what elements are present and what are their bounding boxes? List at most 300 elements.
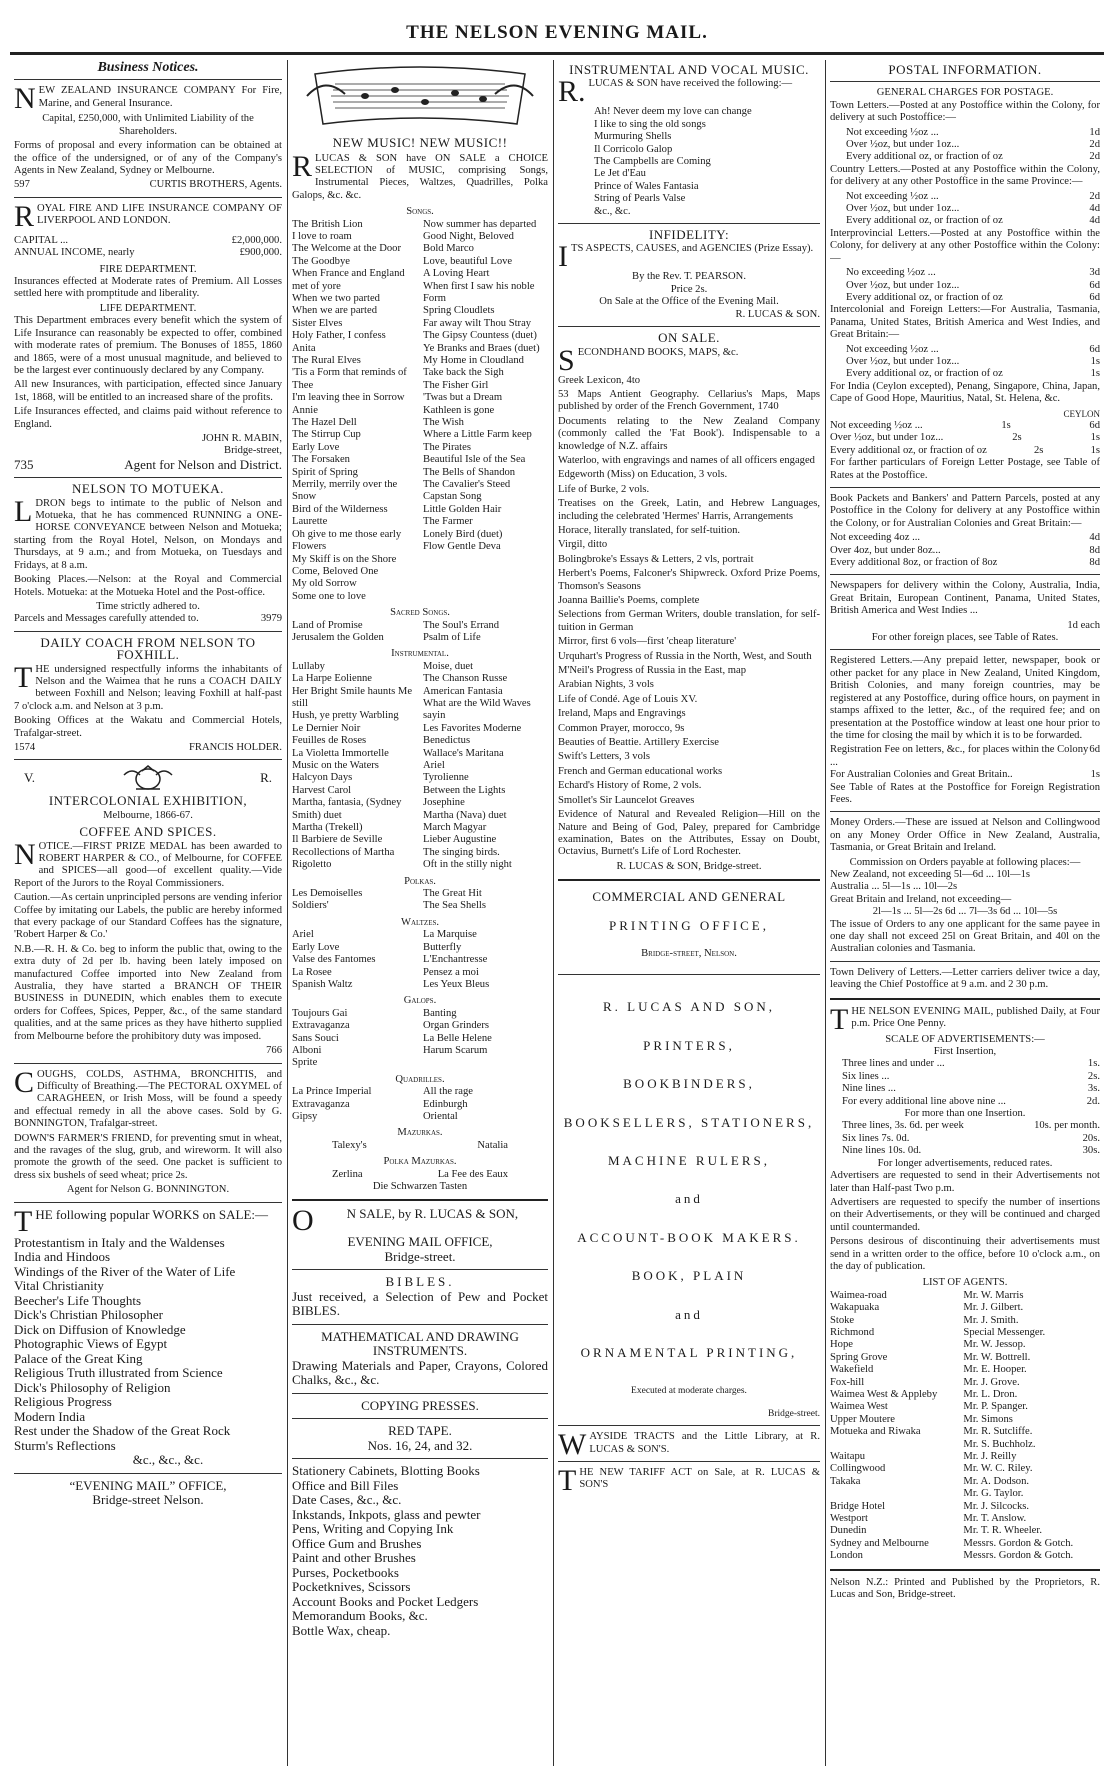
list-item: Palace of the Great King [14, 1350, 143, 1366]
list-item: Rest under the Shadow of the Great Rock [14, 1423, 231, 1439]
table-row: Dunedin Mr. T. R. Wheeler. [830, 1525, 1042, 1537]
music-title: Rigoletto [292, 859, 332, 871]
music-title: American Fantasia [423, 685, 503, 697]
list-item: Purses, Pocketbooks [292, 1564, 399, 1580]
list-item: Date Cases, &c., &c. [292, 1492, 402, 1508]
music-title: Spirit of Spring [292, 466, 358, 478]
music-title: Music on the Waters [292, 760, 379, 771]
music-title: Sprite [292, 1057, 318, 1069]
rate-row: Not exceeding 4oz ... 4d [830, 532, 1100, 544]
masthead-rule [10, 52, 1104, 55]
music-title: Extravaganza [292, 1020, 350, 1032]
rate-row: Every additional oz, or fraction of oz 6d [846, 291, 1100, 303]
books-list [558, 375, 820, 859]
music-title: Flow Gentle Deva [423, 541, 501, 553]
music-title: Moise, duet [423, 660, 474, 672]
list-item: Stationery Cabinets, Blotting Books [292, 1463, 480, 1479]
list-item: Sturm's Reflections [14, 1437, 116, 1453]
music-title: My Skiff is on the Shore [292, 553, 397, 565]
rate-row: For every additional line above nine ... 2d. [842, 1095, 1100, 1107]
list-item: Evidence of Natural and Revealed Religion—Hill on the Nature and Being of God, Paley, prepared for Cambridge examination, Bates on the Attributes, Essay on Doubt, Octavius, Burnett's Life of Lord Rochester. [558, 809, 820, 858]
polkas-list [292, 888, 548, 913]
service-line: PRINTERS, [643, 1037, 735, 1053]
advertisement-rates [830, 1058, 1100, 1108]
ad-on-sale-lucas: O N SALE, by R. LUCAS & SON, EVENING MAIL OFFICE, Bridge-street. BIBLES. Just received, a Selection of Pew and Pocket BIBLES. MATHEMATICAL AND DRAWING INSTRUMENTS. Drawing Materials and Paper, Crayons, Colored Chalks, &c., &c. COPYING PRESSES. RED TAPE. Nos. 16, 24, and 32. Stationery Cabinets, Blotting Books Office and Bill Files Date Cases, &c., &c. Inkstands, Inkpots, glass and pewter Pens, Writing and Copying Ink Office Gum and Brushes Paint and other Brushes Purses, Pocketbooks Pocketknives, Scissors Account Books and Pocket Ledgers Memorandum Books, &c. Bottle Wax, cheap. [292, 1204, 548, 1638]
music-title: Oh give to me those early Flowers [292, 528, 402, 553]
rate-row: Over ½oz, but under 1oz... 6d [846, 279, 1100, 291]
rule [292, 1324, 548, 1325]
list-item: Herbert's Poems, Falconer's Shipwreck. Oxford Prize Poems, Thomson's Seasons [558, 568, 820, 592]
service-line: BOOK, PLAIN [631, 1268, 747, 1284]
list-item: Ireland, Maps and Engravings [558, 708, 686, 720]
rule [14, 477, 282, 478]
waltzes-list [292, 929, 548, 991]
table-row: Spring Grove Mr. W. Bottrell. [830, 1351, 1031, 1363]
book-rates [830, 532, 1100, 569]
ad-secondhand-books: ON SALE. SECONDHAND BOOKS, MAPS, &c. Greek Lexicon, 4to 53 Maps Antient Geography. Cellarius's Maps, Maps published by order of the French Government, 1740 Documents relating to the New Zealand Company (commonly called the 'Fat Book'). Indispensable to a knowledge of N.Z. affairs Waterloo, with engravings and names of all officers engaged Edgeworth (Miss) on Education, 3 vols. Life of Burke, 2 vols. Treatises on the Greek, Latin, and Hebrew Languages, including the celebrated 'Hermes' Harris, Arrangements Horace, literally translated, for self-tuition. Virgil, ditto Bolingbroke's Essays & Letters, 2 vls, portrait Herbert's Poems, Falconer's Shipwreck. Oxford Prize Poems, Thomson's Seasons Joanna Baillie's Poems, complete Selections from German Writers, double translation, for self-tuition in German Mirror, first 6 vols—first 'cheap literature' Urquhart's Progress of Russia in the North, West, and South M'Neil's Progress of Russia in the East, map Arabian Nights, 3 vols Life of Condé. Age of Louis XV. Ireland, Maps and Engravings Common Prayer, morocco, 9s Beauties of Beattie. Artillery Exercise Swift's Letters, 3 vols French and German educational works Echard's History of Rome, 2 vols. Smollet's Sir Launcelot Greaves Evidence of Natural and Revealed Religion—Hill on the Nature and Being of God, Paley, prepared for Cambridge examination, Bates on the Attributes, Essay on Doubt, Octavius, Burnett's Life of Lord Rochester. R. LUCAS & SON, Bridge-street. [558, 330, 820, 872]
list-item: Le Jet d'Eau [594, 168, 646, 180]
music-title: Early Love [292, 941, 340, 953]
music-title: Tyrolienne [423, 772, 469, 784]
table-row: Mr. S. Buchholz. [963, 1438, 1036, 1450]
music-title: Love, beautiful Love [423, 255, 513, 267]
sacred-songs-list [292, 620, 548, 645]
rule [292, 1199, 548, 1201]
column-divider [553, 60, 554, 1766]
music-title: Take back the Sigh [423, 367, 504, 379]
list-item: Pens, Writing and Copying Ink [292, 1521, 454, 1537]
rate-row: Three lines, 3s. 6d. per week 10s. per month. [842, 1120, 1100, 1132]
music-title: Harvest Carol [292, 784, 352, 796]
table-row: Waimea-road Mr. W. Marris [830, 1289, 1024, 1301]
list-item: Il Corricolo Galop [594, 143, 673, 155]
music-title: What are the Wild Waves sayin [423, 697, 531, 722]
galops-list [292, 1008, 548, 1070]
service-line: ACCOUNT-BOOK MAKERS. [577, 1229, 801, 1245]
music-title: The Bells of Shandon [423, 466, 516, 478]
rate-row: Not exceeding ½oz ... 6d [846, 343, 1100, 355]
list-item: Treatises on the Greek, Latin, and Hebrew Languages, including the celebrated 'Hermes' Harris, Arrangements [558, 498, 820, 522]
music-title: Butterfly [423, 941, 462, 953]
music-title: La Harpe Eolienne [292, 673, 373, 685]
column-divider [287, 60, 288, 1766]
list-item: Mirror, first 6 vols—first 'cheap literature' [558, 636, 737, 648]
list-item: Modern India [14, 1408, 86, 1424]
music-title: A Loving Heart [423, 268, 490, 280]
works-list [14, 1236, 282, 1454]
music-title: Pensez a moi [423, 966, 479, 978]
music-title: La Rosee [292, 966, 332, 978]
intercolonial-rates [830, 344, 1100, 381]
rate-row: Nine lines 10s. 0d. 30s. [842, 1145, 1100, 1157]
music-title: Gipsy [292, 1110, 318, 1122]
rate-row: Over ½oz, but under 1oz... 2d [846, 139, 1100, 151]
rule [14, 759, 282, 760]
music-title: When we two parted [292, 292, 380, 304]
rule [14, 1063, 282, 1064]
music-title: Spanish Waltz [292, 978, 353, 990]
new-music-heading: NEW MUSIC! NEW MUSIC!! [332, 135, 508, 150]
music-title: Extravaganza [292, 1098, 350, 1110]
rule [558, 1425, 820, 1426]
agents-table [830, 1290, 1100, 1563]
table-row: Takaka Mr. A. Dodson. [830, 1475, 1030, 1487]
ad-scale-of-advertisements: THE NELSON EVENING MAIL, published Daily, at Four p.m. Price One Penny. SCALE OF ADVERTISEMENTS:— First Insertion, Three lines and under ... 1s. Six lines ... 2s. Nine lines ... 3s. For every additional line above nine ... 2d. For more than one Insertion. Three lines, 3s. 6d. per week 10s. per month. Six lines 7s. 0d. 20s. Nine lines 10s. 0d. 30s. For longer advertisements, reduced rates. Advertisers are requested to send in their Advertisements not later than Half-past Two p.m. Advertisers are requested to specify the number of insertions on their Advertisements, or they will be continued and charged until countermanded. Persons desirous of discontinuing their advertisements must send in a written order to the office, before 10 o'clock a.m., on the day of publication. LIST OF AGENTS. Waimea-road Mr. W. Marris Wakapuaka Mr. J. Gilbert. Stoke Mr. J. Smith. Richmond Special Messenger. Hope Mr. W. Jessop. Spring Grove Mr. W. Bottrell. Wakefield Mr. E. Hooper. Fox-hill Mr. J. Grove. Waimea West & Appleby Mr. L. Dron. Waimea West Mr. P. Spanger. Upper Moutere Mr. Simons Motueka and Riwaka Mr. R. Sutcliffe. Mr. S. Buchholz. Waitapu Mr. J. Reilly Collingwood Mr. W. C. Riley. Takaka Mr. A. Dodson. Mr. G. Taylor. Bridge Hotel Mr. J. Silcocks. Westport Mr. T. Anslow. Dunedin Mr. T. R. Wheeler. Sydney and Melbourne Messrs. Gordon & Gotch. London Messrs. Gordon & Gotch. [830, 1002, 1100, 1562]
music-title: Ariel [292, 929, 314, 941]
list-item: India and Hindoos [14, 1249, 111, 1265]
rate-row: Over ½oz, but under 1oz... 1s [846, 355, 1100, 367]
music-title: The British Lion [292, 218, 363, 230]
list-item: Religious Truth illustrated from Science [14, 1365, 223, 1381]
music-title: Recollections of Martha [292, 846, 395, 858]
list-item: Vital Christianity [14, 1278, 104, 1294]
list-item: Paint and other Brushes [292, 1550, 416, 1566]
interprovincial-rates [830, 267, 1100, 304]
rule [14, 1473, 282, 1474]
music-title: The Chanson Russe [423, 673, 508, 685]
table-row: Fox-hill Mr. J. Grove. [830, 1376, 1020, 1388]
music-title: Some one to love [292, 590, 366, 602]
music-title: Anita [292, 342, 316, 354]
rule [558, 326, 820, 327]
ad-harper-coffee: V. R. INTERCOLONIAL EXHIBITION, Melbourne, 1866-67. COFFEE AND SPICES. NOTICE.—FIRST PRIZE MEDAL has been awarded to ROBERT HARPER & CO., of Melbourne, for COFFEE and SPICES—all good—of excellent quality.—Vide Report of the Jurors to the Royal Commissioners. Caution.—As certain unprincipled persons are vending inferior Coffee by imitating our Labels, the public are hereby informed that every package of our Standard Coffees has the signature, 'Robert Harper & Co.' N.B.—R. H. & Co. beg to inform the public that, owing to the extra duty of 2d per lb. having been lately imposed on manufactured Coffee imported into New Zealand from Australia, they have started a BRANCH OF THEIR BUSINESS in DUNEDIN, which enables them to execute orders for Coffees, Spices, Pepper, &c., of the same standard qualities, and at the same prices as they have hitherto supplied from Melbourne before the prohibitory duty was imposed. 766 [14, 765, 282, 1057]
rate-row: Six lines 7s. 0d. 20s. [842, 1132, 1100, 1144]
music-title: Josephine [423, 797, 465, 809]
instrumental-vocal-heading: INSTRUMENTAL AND VOCAL MUSIC. [569, 62, 809, 77]
rule [830, 1569, 1100, 1571]
list-item: Urquhart's Progress of Russia in the North, West, and South [558, 650, 812, 662]
music-title: Psalm of Life [423, 631, 481, 643]
rule [292, 1458, 548, 1459]
music-title: Toujours Gai [292, 1007, 348, 1019]
rate-row: Three lines and under ... 1s. [842, 1058, 1100, 1070]
multiple-insertion-rates [830, 1120, 1100, 1157]
music-title: Harum Scarum [423, 1044, 488, 1056]
service-line: MACHINE RULERS, [607, 1152, 770, 1168]
music-title: The Great Hit [423, 888, 482, 900]
rate-row: Every additional oz, or fraction of oz 4d [846, 215, 1100, 227]
music-title: Merrily, merrily over the Snow [292, 479, 398, 503]
music-title: Wallace's Maritana [423, 747, 504, 759]
table-row: Mr. G. Taylor. [963, 1488, 1024, 1500]
newspaper-title: THE NELSON EVENING MAIL. [406, 22, 708, 43]
table-row: Waitapu Mr. J. Reilly [830, 1451, 1017, 1463]
service-line: BOOKBINDERS, [623, 1076, 755, 1092]
table-row: Westport Mr. T. Anslow. [830, 1513, 1027, 1525]
service-line: BOOKSELLERS, STATIONERS, [563, 1114, 815, 1130]
rule [292, 1418, 548, 1419]
list-item: Echard's History of Rome, 2 vols. [558, 780, 702, 792]
music-title: The Gipsy Countess (duet) [423, 330, 537, 342]
music-title: Organ Grinders [423, 1020, 489, 1032]
list-item: Edgeworth (Miss) on Education, 3 vols. [558, 469, 728, 481]
rule [830, 961, 1100, 962]
rule [830, 998, 1100, 1000]
music-title: Sans Souci [292, 1032, 339, 1044]
rule [558, 1461, 820, 1462]
postal-heading: POSTAL INFORMATION. [888, 62, 1042, 77]
list-item: Virgil, ditto [558, 539, 608, 551]
list-item: Waterloo, with engravings and names of all officers engaged [558, 454, 815, 466]
music-title: The Forsaken [292, 454, 350, 466]
music-title: Where a Little Farm keep [423, 429, 532, 441]
music-title: The Wish [423, 417, 464, 429]
list-item: Life of Burke, 2 vols. [558, 483, 650, 495]
list-item: Joanna Baillie's Poems, complete [558, 595, 700, 606]
rule [558, 879, 820, 881]
ad-royal-insurance: ROYAL FIRE AND LIFE INSURANCE COMPANY OF LIVERPOOL AND LONDON. CAPITAL ... £2,000,000. ANNUAL INCOME, nearly £900,000. FIRE DEPARTMENT. Insurances effected at Moderate rates of Premium. All Losses settled here with promptitude and liberality. LIFE DEPARTMENT. This Department embraces every benefit which the system of Life Insurance can reasonably be expected to offer, combined with moderate rates of premium. The Bonuses of 1855, 1860 and 1865, were of a most unusual magnitude, and believed to be the largest ever continuously declared by any Company. All new Insurances, with participation, effected since January 1st, 1868, will be entitled to an increased share of the profits. Life Insurances effected, and claims paid without reference to England. JOHN R. MABIN, Bridge-street, 735 Agent for Nelson and District. [14, 199, 282, 472]
music-title: Hush, ye pretty Warbling [292, 710, 399, 722]
list-item: Windings of the River of the Water of Life [14, 1263, 236, 1279]
country-rates [830, 191, 1100, 228]
music-title: The Hazel Dell [292, 417, 357, 429]
music-title: Capstan Song [423, 491, 482, 503]
service-line: and [675, 1306, 703, 1322]
rate-row: Over ½oz, but under 1oz... 2s 1s [830, 432, 1100, 444]
list-item: Dick's Christian Philosopher [14, 1307, 163, 1323]
music-title: Beautiful Isle of the Sea [423, 454, 526, 466]
music-title: Lonely Bird (duet) [423, 528, 503, 540]
music-title: Come, Beloved One [292, 565, 379, 577]
music-title: Lullaby [292, 660, 325, 672]
music-title: My Home in Cloudland [423, 355, 524, 366]
music-title: When France and England met of yore [292, 268, 405, 292]
rate-row: Every additional 8oz, or fraction of 8oz 8d [830, 557, 1100, 569]
column-divider [825, 60, 826, 1766]
list-item: Religious Progress [14, 1394, 112, 1410]
music-title: Sister Elves [292, 317, 343, 329]
music-title: Far away wilt Thou Stray [423, 317, 532, 329]
rate-row: Every additional oz, or fraction of oz 2s 1s [830, 444, 1100, 456]
music-title: Alboni [292, 1044, 322, 1056]
music-title: The Pirates [423, 441, 471, 453]
songs-list [292, 219, 548, 604]
rule [830, 574, 1100, 575]
list-item: Murmuring Shells [594, 131, 672, 143]
music-title: The Fisher Girl [423, 379, 489, 391]
list-item: Arabian Nights, 3 vols [558, 679, 654, 691]
music-ornament-icon [305, 66, 535, 132]
list-item: Office and Bill Files [292, 1477, 399, 1493]
music-title: Martha, fantasia, (Sydney Smith) duet [292, 797, 402, 821]
service-line: ORNAMENTAL PRINTING, [580, 1345, 798, 1360]
rule [830, 487, 1100, 488]
imprint: Nelson N.Z.: Printed and Published by the Proprietors, R. Lucas and Son, Bridge-street. [830, 1576, 1100, 1601]
music-title: Holy Father, I confess [292, 330, 386, 342]
list-item: Inkstands, Inkpots, glass and pewter [292, 1506, 481, 1522]
music-title: Kathleen is gone [423, 404, 495, 416]
table-row: Stoke Mr. J. Smith. [830, 1314, 1019, 1326]
music-title: La Belle Helene [423, 1032, 492, 1044]
music-title: Il Barbiere de Seville [292, 834, 383, 846]
music-title: Jerusalem the Golden [292, 631, 384, 643]
list-item: French and German educational works [558, 765, 723, 777]
rate-row: Every additional oz, or fraction of oz 1s [846, 368, 1100, 380]
music-title: Les Favorites Moderne [423, 722, 522, 734]
list-item: The Campbells are Coming [594, 156, 711, 168]
rate-row: Nine lines ... 3s. [842, 1083, 1100, 1095]
music-title: Land of Promise [292, 619, 363, 631]
music-title: When first I saw his noble Form [423, 280, 535, 304]
ad-motueka-conveyance: NELSON TO MOTUEKA. LDRON begs to intimate to the public of Nelson and Motueka, that he has commenced RUNNING a ONE-HORSE CONVEYANCE between Nelson and Motueka; starting from the Royal Hotel, Nelson, on Mondays and Thursdays, at 9 a.m.; and from Motueka, on Tuesdays and Fridays, at 8 a.m. Booking Places.—Nelson: at the Royal and Commercial Hotels. Motueka: at the Motueka Hotel and the Post-office. Time strictly adhered to. Parcels and Messages carefully attended to. 3979 [14, 481, 282, 625]
list-item: Beauties of Beattie. Artillery Exercise [558, 737, 719, 749]
stationery-list [292, 1464, 548, 1638]
music-title: Ye Branks and Braes (duet) [423, 342, 540, 354]
music-items-list [558, 106, 820, 218]
rate-row: Not exceeding ½oz ... 1s 6d [830, 419, 1100, 431]
music-title: Laurette [292, 516, 328, 528]
music-title: The Farmer [423, 516, 473, 528]
music-title: I love to roam [292, 230, 352, 242]
list-item: Dick's Philosophy of Religion [14, 1379, 171, 1395]
rule [14, 79, 282, 80]
music-title: The Cavalier's Steed [423, 479, 511, 491]
music-title: I'm leaving thee in Sorrow Annie [292, 392, 405, 416]
music-title: La Prince Imperial [292, 1086, 372, 1098]
rule [14, 631, 282, 632]
column-3: INSTRUMENTAL AND VOCAL MUSIC. R. LUCAS & SON have received the following:— Ah! Never deem my love can change I like to sing the old songs Murmuring Shells Il Corricolo Galop The Campbells are Coming Le Jet d'Eau Prince of Wales Fantasia String of Pearls Valse &c., &c. INFIDELITY: ITS ASPECTS, CAUSES, and AGENCIES (Prize Essay). By the Rev. T. PEARSON. Price 2s. On Sale at the Office of the Evening Mail. R. LUCAS & SON. ON SALE. SECONDHAND BOOKS, MAPS, &c. Greek Lexicon, 4to 53 Maps Antient Geography. Cellarius's Maps, Maps published by order of the French Government, 1740 Documents relating to the New Zealand Company (commonly called the 'Fat Book'). Indispensable to a knowledge of N.Z. affairs Waterloo, with engravings and names of all officers engaged Edgeworth (Miss) on Education, 3 vols. Life of Burke, 2 vols. Treatises on the Greek, Latin, and Hebrew Languages, including the celebrated 'Hermes' Harris, Arrangements Horace, literally translated, for self-tuition. Virgil, ditto Bolingbroke's Essays & Letters, 2 vls, portrait Herbert's Poems, Falconer's Shipwreck. Oxford Prize Poems, Thomson's Seasons Joanna Baillie's Poems, complete Selections from German Writers, double translation, for self-tuition in German Mirror, first 6 vols—first 'cheap literature' Urquhart's Progress of Russia in the North, West, and South M'Neil's Progress of Russia in the East, map Arabian Nights, 3 vols Life of Condé. Age of Louis XV. Ireland, Maps and Engravings Common Prayer, morocco, 9s Beauties of Beattie. Artillery Exercise Swift's Letters, 3 vols French and German educational works Echard's History of Rome, 2 vols. Smollet's Sir Launcelot Greaves Evidence of Natural and Revealed Religion—Hill on the Nature and Being of God, Paley, prepared for Cambridge examination, Bates on the Attributes, Essay on Doubt, Octavius, Burnett's Life of Lord Rochester. R. LUCAS & SON, Bridge-street. COMMERCIAL AND GENERAL PRINTING OFFICE, Bridge-street, Nelson. R. LUCAS AND SON, PRINTERS, BOOKBINDERS, BOOKSELLERS, STATIONERS, MACHINE RULERS, and ACCOUNT-BOOK MAKERS. BOOK, PLAIN and ORNAMENTAL PRINTING, Executed at moderate charges. Bridge-street. WAYSIDE TRACTS and the Little Library, at R. LUCAS & SON'S. THE NEW TARIFF ACT on Sale, at R. LUCAS & SON'S [558, 62, 820, 1498]
list-item: Account Books and Pocket Ledgers [292, 1593, 479, 1609]
table-row: Motueka and Riwaka Mr. R. Sutcliffe. [830, 1426, 1033, 1438]
rule [14, 197, 282, 198]
instrumental-list [292, 661, 548, 872]
music-title: Le Dernier Noir [292, 722, 361, 734]
table-row: Wakefield Mr. E. Hooper. [830, 1364, 1027, 1376]
music-title: Early Love [292, 441, 340, 453]
rule [830, 649, 1100, 650]
rate-row: Not exceeding ½oz ... 2d [846, 190, 1100, 202]
table-row: Wakapuaka Mr. J. Gilbert. [830, 1302, 1024, 1314]
service-line: and [675, 1191, 703, 1207]
table-row: Collingwood Mr. W. C. Riley. [830, 1463, 1033, 1475]
music-title: Lieber Augustine [423, 834, 497, 846]
list-item: Bolingbroke's Essays & Letters, 2 vls, portrait [558, 553, 754, 565]
music-title: Now summer has departed [423, 218, 537, 230]
music-title: The Sea Shells [423, 900, 486, 912]
list-item: Photographic Views of Egypt [14, 1336, 168, 1352]
music-title: Soldiers' [292, 900, 329, 912]
list-item: Selections from German Writers, double translation, for self-tuition in German [558, 609, 820, 633]
music-title: When we are parted [292, 305, 377, 317]
music-title: Benedictus [423, 735, 471, 747]
list-item: Memorandum Books, &c. [292, 1608, 428, 1624]
music-title: Les Yeux Bleus [423, 978, 490, 990]
column-4: POSTAL INFORMATION. GENERAL CHARGES FOR POSTAGE. Town Letters.—Posted at any Postoffice within the Colony, for delivery at such Postoffice:— Not exceeding ½oz ... 1d Over ½oz, but under 1oz... 2d Every additional oz, or fraction of oz 2d Country Letters.—Posted at any Postoffice within the Colony, for delivery at any other Postoffice in the same Province:— Not exceeding ½oz ... 2d Over ½oz, but under 1oz... 4d Every additional oz, or fraction of oz 4d Interprovincial Letters.—Posted at any Postoffice within the Colony, for delivery at any other Postoffice within the Colony:— No exceeding ½oz ... 3d Over ½oz, but under 1oz... 6d Every additional oz, or fraction of oz 6d Intercolonial and Foreign Letters:—For Australia, Tasmania, Panama, United States, British America and West Indies, and Great Britain:— Not exceeding ½oz ... 6d Over ½oz, but under 1oz... 1s Every additional oz, or fraction of oz 1s For India (Ceylon excepted), Penang, Singapore, China, Japan, Cape of Good Hope, Mauritius, Natal, St. Helena, &c. CEYLON Not exceeding ½oz ... 1s 6d Over ½oz, but under 1oz... 2s 1s Every additional oz, or fraction of oz 2s 1s For farther particulars of Foreign Letter Postage, see Table of Rates at the Postoffice. Book Packets and Bankers' and Pattern Parcels, posted at any Postoffice in the Colony for delivery at any Postoffice within the Colony, or for Australian Colonies and Great Britain:— Not exceeding 4oz ... 4d Over 4oz, but under 8oz... 8d Every additional 8oz, or fraction of 8oz 8d Newspapers for delivery within the Colony, Australia, India, Great Britain, European Continent, Panama, United States, British America and West Indies ... 1d each For other foreign places, see Table of Rates. Registered Letters.—Any prepaid letter, newspaper, book or other packet for any place in New Zealand, United Kingdom, British Colonies, and many foreign countries, may be registered at any Postoffice, during office hours, on payment in stamps affixed to the letter, &c., of the required fee; and on presentation at the Postoffice window at least one hour prior to the time for closing the mail by which it is to be forwarded. Registration Fee on letters, &c., for places within the Colony ... 6d For Australian Colonies and Great Britain.. 1s See Table of Rates at the Postoffice for Foreign Registration Fees. Money Orders.—These are issued at Nelson and Collingwood on any Money Order Office in New Zealand, Australia, Tasmania, or Great Britain and Ireland. Commission on Orders payable at following places:— New Zealand, not exceeding 5l—6d ... 10l—1s Australia ... 5l—1s ... 10l—2s Great Britain and Ireland, not exceeding— 2l—1s ... 5l—2s 6d ... 7l—3s 6d ... 10l—5s The issue of Orders to any one applicant for the same payee in one day shall not exceed 25l on Great Britain, and 40l on the Australian colonies and Tasmania. Town Delivery of Letters.—Letter carriers deliver twice a day, leaving the Chief Postoffice at 9 a.m. and 2 30 p.m. THE NELSON EVENING MAIL, published Daily, at Four p.m. Price One Penny. SCALE OF ADVERTISEMENTS:— First Insertion, Three lines and under ... 1s. Six lines ... 2s. Nine lines ... 3s. For every additional line above nine ... 2d. For more than one Insertion. Three lines, 3s. 6d. per week 10s. per month. Six lines 7s. 0d. 20s. Nine lines 10s. 0d. 30s. For longer advertisements, reduced rates. Advertisers are requested to send in their Advertisements not later than Half-past Two p.m. Advertisers are requested to specify the number of insertions on their Advertisements, or they will be continued and charged until countermanded. Persons desirous of discontinuing their advertisements must send in a written order to the office, before 10 o'clock a.m., on the day of publication. LIST OF AGENTS. Waimea-road Mr. W. Marris Wakapuaka Mr. J. Gilbert. Stoke Mr. J. Smith. Richmond Special Messenger. Hope Mr. W. Jessop. Spring Grove Mr. W. Bottrell. Wakefield Mr. E. Hooper. Fox-hill Mr. J. Grove. Waimea West & Appleby Mr. L. Dron. Waimea West Mr. P. Spanger. Upper Moutere Mr. Simons Motueka and Riwaka Mr. R. Sutcliffe. Mr. S. Buchholz. Waitapu Mr. J. Reilly Collingwood Mr. W. C. Riley. Takaka Mr. A. Dodson. Mr. G. Taylor. Bridge Hotel Mr. J. Silcocks. Westport Mr. T. Anslow. Dunedin Mr. T. R. Wheeler. Sydney and Melbourne Messrs. Gordon & Gotch. London Messrs. Gordon & Gotch. Nelson N.Z.: Printed and Published by the Proprietors, R. Lucas and Son, Bridge-street. [830, 62, 1100, 1601]
table-row: Bridge Hotel Mr. J. Silcocks. [830, 1500, 1030, 1512]
music-title: Martha (Nava) duet [423, 809, 507, 821]
list-item: &c., &c. [594, 205, 631, 217]
rate-row: Over ½oz, but under 1oz... 4d [846, 203, 1100, 215]
music-title: The singing birds. [423, 846, 500, 858]
music-title: Les Demoiselles [292, 888, 363, 900]
music-title: Ariel [423, 760, 445, 771]
list-item: M'Neil's Progress of Russia in the East, map [558, 665, 747, 677]
table-row: Upper Moutere Mr. Simons [830, 1413, 1013, 1425]
rate-row: Over 4oz, but under 8oz... 8d [830, 544, 1100, 556]
music-title: Oft in the stilly night [423, 859, 512, 871]
rule [558, 223, 820, 224]
table-row: Waimea West & Appleby Mr. L. Dron. [830, 1389, 1018, 1400]
rule [830, 81, 1100, 82]
masthead [0, 0, 1114, 58]
rule [830, 811, 1100, 812]
list-item: Pocketknives, Scissors [292, 1579, 411, 1595]
town-rates [830, 127, 1100, 164]
music-title: Martha (Trekell) [292, 822, 363, 834]
music-title: My old Sorrow [292, 578, 357, 590]
list-item: Dick on Diffusion of Knowledge [14, 1321, 186, 1337]
music-title: March Magyar [423, 822, 487, 834]
rule [292, 1269, 548, 1270]
ad-coughs-remedy: COUGHS, COLDS, ASTHMA, BRONCHITIS, and Difficulty of Breathing.—The PECTORAL OXYMEL of CARAGHEEN, or Irish Moss, will be found a speedy and effectual remedy in all the above cases. Sold by G. BONNINGTON, Trafalgar-street. DOWN'S FARMER'S FRIEND, for preventing smut in wheat, and the ravages of the slug, grub, and wireworm. It will also promote the growth of the seed. One packet is sufficient to dress six bushels of seed wheat; price 2s. Agent for Nelson G. BONNINGTON. [14, 1065, 282, 1196]
rate-row: Not exceeding ½oz ... 1d [846, 126, 1100, 138]
music-title: Feuilles de Roses [292, 735, 367, 747]
list-item: Prince of Wales Fantasia [594, 180, 699, 192]
list-item: Common Prayer, morocco, 9s [558, 722, 685, 734]
india-rates [830, 420, 1100, 457]
music-title: The Welcome at the Door [292, 243, 401, 255]
music-title: The Soul's Errand [423, 619, 500, 631]
music-title: Halcyon Days [292, 772, 353, 784]
music-title: The Rural Elves [292, 355, 361, 366]
list-item: Office Gum and Brushes [292, 1535, 422, 1551]
music-title: Her Bright Smile haunts Me still [292, 685, 413, 709]
list-item: Swift's Letters, 3 vols [558, 751, 650, 763]
music-title: Bird of the Wilderness [292, 503, 388, 515]
music-title: Banting [423, 1007, 457, 1019]
list-item: Beecher's Life Thoughts [14, 1292, 142, 1308]
music-title: Little Golden Hair [423, 503, 502, 515]
music-title: La Marquise [423, 929, 477, 941]
quadrilles-list [292, 1086, 548, 1123]
list-item: Horace, literally translated, for self-tuition. [558, 524, 741, 536]
table-row: Richmond Special Messenger. [830, 1326, 1046, 1338]
music-title: 'Twas but a Dream [423, 392, 503, 404]
music-title: 'Tis a Form that reminds of Thee [292, 367, 407, 391]
music-title: La Violetta Immortelle [292, 747, 389, 759]
table-row: London Messrs. Gordon & Gotch. [830, 1550, 1074, 1562]
music-title: Edinburgh [423, 1098, 468, 1110]
list-item: Documents relating to the New Zealand Company (commonly called the 'Fat Book'). Indispensable to a knowledge of N.Z. affairs [558, 415, 820, 452]
rate-row: Every additional oz, or fraction of oz 2d [846, 151, 1100, 163]
music-title: The Stirrup Cup [292, 429, 361, 441]
music-title: Spring Cloudlets [423, 305, 495, 317]
music-title: All the rage [423, 1086, 474, 1098]
rate-row: No exceeding ½oz ... 3d [846, 267, 1100, 279]
music-title: L'Enchantresse [423, 954, 488, 966]
ad-popular-works: THE following popular WORKS on SALE:— Protestantism in Italy and the Waldenses India and Hindoos Windings of the River of the Water of Life Vital Christianity Beecher's Life Thoughts Dick's Christian Philosopher Dick on Diffusion of Knowledge Photographic Views of Egypt Palace of the Great King Religious Truth illustrated from Science Dick's Philosophy of Religion Religious Progress Modern India Rest under the Shadow of the Great Rock Sturm's Reflections &c., &c., &c. “EVENING MAIL” OFFICE, Bridge-street Nelson. [14, 1208, 282, 1508]
column-2: NEW MUSIC! NEW MUSIC!! RLUCAS & SON have ON SALE a CHOICE SELECTION of MUSIC, comprising Songs, Instrumental Pieces, Waltzes, Quadrilles, Polka Galops, &c. &c. Songs. The British Lion I love to roam The Welcome at the Door The Goodbye When France and England met of yore When we two parted When we are parted Sister Elves Holy Father, I confess Anita The Rural Elves 'Tis a Form that reminds of Thee I'm leaving thee in Sorrow Annie The Hazel Dell The Stirrup Cup Early Love The Forsaken Spirit of Spring Merrily, merrily over the Snow Bird of the Wilderness Laurette Oh give to me those early Flowers My Skiff is on the Shore Come, Beloved One My old Sorrow Some one to love Now summer has departed Good Night, Beloved Bold Marco Love, beautiful Love A Loving Heart When first I saw his noble Form Spring Cloudlets Far away wilt Thou Stray The Gipsy Countess (duet) Ye Branks and Braes (duet) My Home in Cloudland Take back the Sigh The Fisher Girl 'Twas but a Dream Kathleen is gone The Wish Where a Little Farm keep The Pirates Beautiful Isle of the Sea The Bells of Shandon The Cavalier's Steed Capstan Song Little Golden Hair The Farmer Lonely Bird (duet) Flow Gentle Deva Sacred Songs. Land of Promise Jerusalem the Golden The Soul's Errand Psalm of Life Instrumental. Lullaby La Harpe Eolienne Her Bright Smile haunts Me still Hush, ye pretty Warbling Le Dernier Noir Feuilles de Roses La Violetta Immortelle Music on the Waters Halcyon Days Harvest Carol Martha, fantasia, (Sydney Smith) duet Martha (Trekell) Il Barbiere de Seville Recollections of Martha Rigoletto Moise, duet The Chanson Russe American Fantasia What are the Wild Waves sayin Les Favorites Moderne Benedictus Wallace's Maritana Ariel Tyrolienne Between the Lights Josephine Martha (Nava) duet March Magyar Lieber Augustine The singing birds. Oft in the stilly night Polkas. Les Demoiselles Soldiers' The Great Hit The Sea Shells Waltzes. Ariel Early Love Valse des Fantomes La Rosee Spanish Waltz La Marquise Butterfly L'Enchantresse Pensez a moi Les Yeux Bleus Galops. Toujours Gai Extravaganza Sans Souci Alboni Sprite Banting Organ Grinders La Belle Helene Harum Scarum Quadrilles. La Prince Imperial Extravaganza Gipsy All the rage Edinburgh Oriental Mazurkas. Talexy's Natalia Polka Mazurkas. Zerlina La Fee des Eaux Die Schwarzen Tasten O N SALE, by R. LUCAS & SON, EVENING MAIL OFFICE, Bridge-street. BIBLES. Just received, a Selection of Pew and Pocket BIBLES. MATHEMATICAL AND DRAWING INSTRUMENTS. Drawing Materials and Paper, Crayons, Colored Chalks, &c., &c. COPYING PRESSES. RED TAPE. Nos. 16, 24, and 32. Stationery Cabinets, Blotting Books Office and Bill Files Date Cases, &c., &c. Inkstands, Inkpots, glass and pewter Pens, Writing and Copying Ink Office Gum and Brushes Paint and other Brushes Purses, Pocketbooks Pocketknives, Scissors Account Books and Pocket Ledgers Memorandum Books, &c. Bottle Wax, cheap. [292, 60, 548, 1766]
mazurkas-list: Talexy's Natalia [332, 1139, 508, 1151]
list-item: Greek Lexicon, 4to [558, 374, 641, 386]
rate-row: Six lines ... 2s. [842, 1070, 1100, 1082]
list-item: String of Pearls Valse [594, 193, 686, 205]
list-item: Protestantism in Italy and the Waldenses [14, 1234, 225, 1250]
music-title: Bold Marco [423, 243, 474, 255]
music-title: Between the Lights [423, 784, 506, 796]
list-item: Bottle Wax, cheap. [292, 1622, 391, 1638]
rule [558, 974, 820, 975]
list-item: Ah! Never deem my love can change [594, 106, 752, 118]
list-item: I like to sing the old songs [594, 118, 706, 130]
column-1 [14, 60, 282, 1766]
royal-crest-icon [118, 765, 178, 791]
rule [14, 1202, 282, 1203]
ad-nz-insurance: NEW ZEALAND INSURANCE COMPANY For Fire, Marine, and General Insurance. Capital, £250,000, with Unlimited Liability of the Shareholders. Forms of proposal and every information can be obtained at the office of the undersigned, or of any of the Company's Agents in New Zealand, Sydney or Melbourne. 597 CURTIS BROTHERS, Agents. [14, 82, 282, 191]
ad-foxhill-coach: DAILY COACH FROM NELSON TO FOXHILL. THE undersigned respectfully informs the inhabitants of Nelson and the Waimea that he runs a COACH DAILY between Foxhill and Nelson; leaving Foxhill at half-past 7 o'clock a.m. and Nelson at 3 p.m. Booking Offices at the Wakatu and Commercial Hotels, Trafalgar-street. 1574 FRANCIS HOLDER. [14, 634, 282, 753]
section-heading: Business Notices. [97, 60, 199, 75]
service-line: R. LUCAS AND SON, [603, 999, 775, 1015]
